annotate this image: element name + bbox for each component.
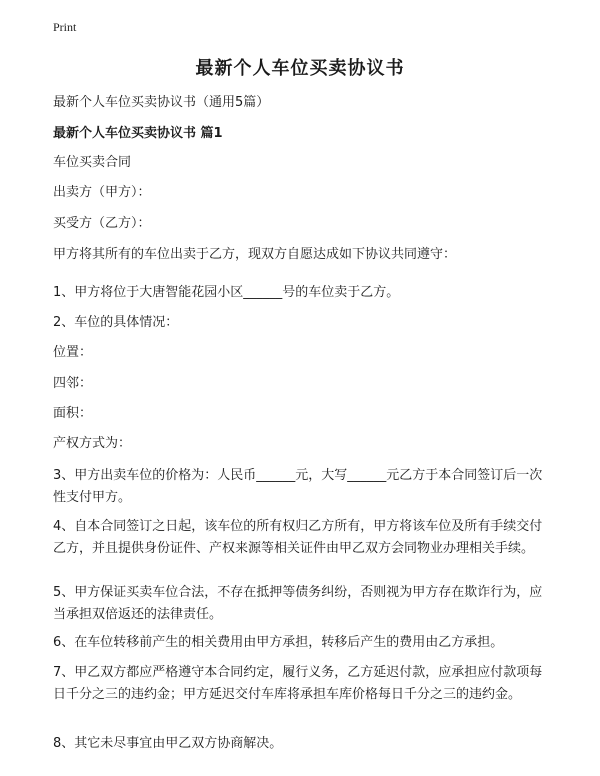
clause-3: 3、甲方出卖车位的价格为：人民币______元，大写______元乙方于本合同签订后一次性支付甲方。 [53,468,543,505]
clause-7: 7、甲乙双方都应严格遵守本合同约定，履行义务，乙方延迟付款，应承担应付款项每日千分之三的违约金；甲方延迟交付车库将承担车库价格每日千分之三的违约金。 [53,665,543,702]
contract-name: 车位买卖合同 [53,155,132,170]
document-subtitle: 最新个人车位买卖协议书（通用5篇） [53,95,270,110]
clause-2: 2、车位的具体情况： [53,315,179,330]
boundaries-field: 四邻： [53,376,93,391]
section-heading: 最新个人车位买卖协议书 篇1 [53,126,223,141]
buyer-label: 买受方（乙方）： [53,216,151,231]
print-label: Print [53,20,77,34]
clause-1: 1、甲方将位于大唐智能花园小区______号的车位卖于乙方。 [53,285,400,300]
clause-5: 5、甲方保证买卖车位合法，不存在抵押等债务纠纷，否则视为甲方存在欺诈行为，应当承担双倍返还的法律责任。 [53,585,543,622]
ownership-field: 产权方式为： [53,436,132,451]
location-field: 位置： [53,345,93,360]
clause-4: 4、自本合同签订之日起，该车位的所有权归乙方所有，甲方将该车位及所有手续交付乙方，并且提供身份证件、产权来源等相关证件由甲乙双方会同物业办理相关手续。 [53,519,543,556]
clause-6: 6、在车位转移前产生的相关费用由甲方承担，转移后产生的费用由乙方承担。 [53,635,504,650]
seller-label: 出卖方（甲方）： [53,185,151,200]
clause-8: 8、其它未尽事宜由甲乙双方协商解决。 [53,736,283,751]
page-title: 最新个人车位买卖协议书 [195,58,405,79]
preamble-text: 甲方将其所有的车位出卖于乙方，现双方自愿达成如下协议共同遵守： [53,247,457,262]
area-field: 面积： [53,406,93,421]
